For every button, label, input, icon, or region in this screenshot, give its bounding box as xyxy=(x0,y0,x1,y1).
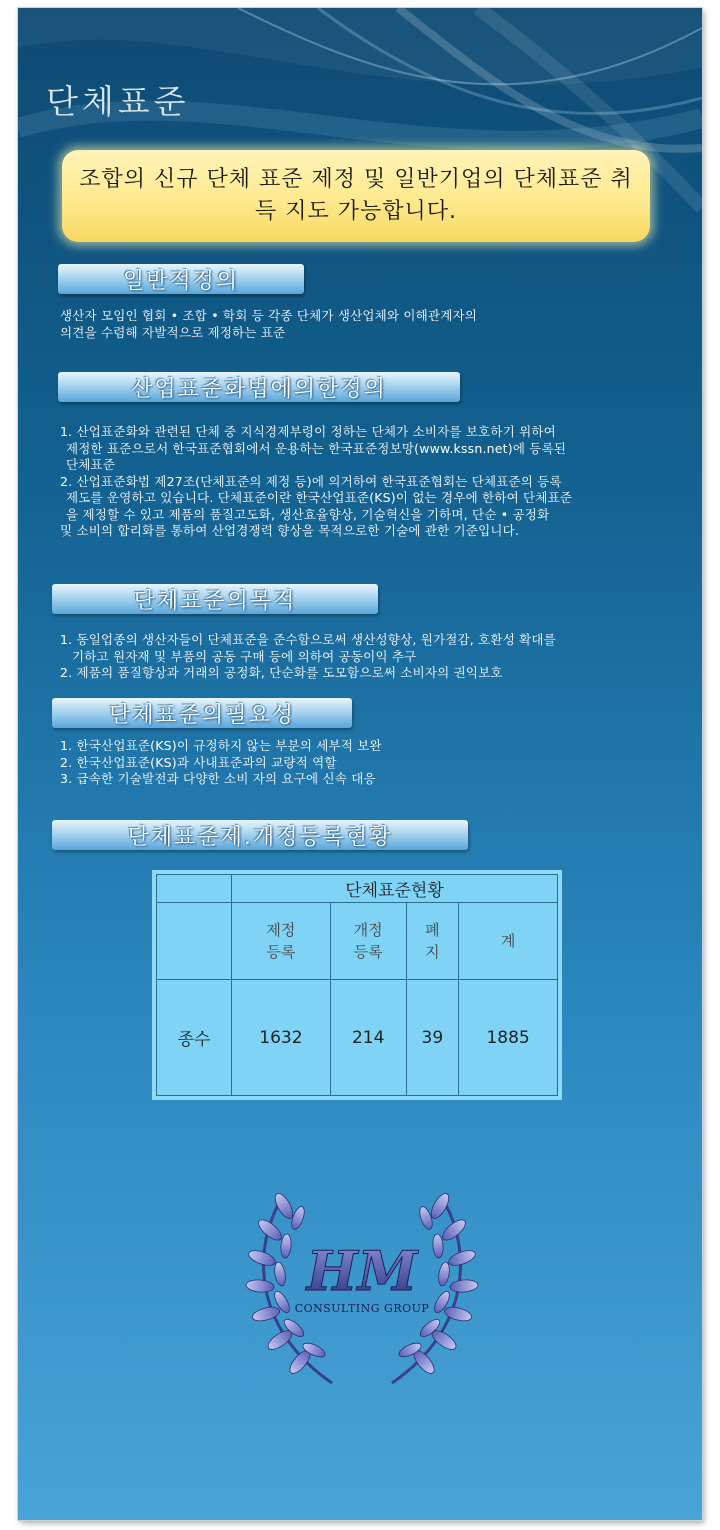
logo-mark: HM xyxy=(306,1239,418,1303)
section-header-necessity xyxy=(52,698,352,728)
table-corner-cell xyxy=(157,875,232,903)
definition-text xyxy=(60,308,680,341)
text-line: 기하고 원자재 및 부품의 공동 구매 등에 의하여 공동이익 추구 xyxy=(72,648,417,664)
law-text xyxy=(60,424,690,540)
section-header-law xyxy=(58,372,460,402)
text-line: 을 제정할 수 있고 제품의 품질고도화, 생산효율향상, 기술혁신을 기하며, 단순 • 공정화 xyxy=(66,506,550,522)
necessity-text xyxy=(60,738,680,788)
value-abolish: 39 xyxy=(406,980,459,1096)
section-title-definition: 일반적정의 xyxy=(122,268,240,294)
text-line: 의견을 수렴해 자발적으로 제정하는 표준 xyxy=(60,324,286,340)
text-line: 및 소비의 합리화를 통하여 산업경쟁력 향상을 목적으로한 기술에 관한 기준입니다. xyxy=(60,523,520,538)
section-title-law: 산업표준화법에의한정의 xyxy=(131,376,387,402)
notice-box xyxy=(62,150,650,242)
column-header-enact: 제정 등록 xyxy=(232,903,331,980)
text-line: 3. 급속한 기술발전과 다양한 소비 자의 요구에 신속 대응 xyxy=(60,771,376,786)
poster-frame xyxy=(18,8,702,1520)
text-line: 2. 한국산업표준(KS)과 사내표준과의 교량적 역할 xyxy=(60,754,337,770)
column-header-total: 계 xyxy=(459,903,558,980)
text-line: 단체표준 xyxy=(66,457,116,472)
section-header-definition xyxy=(58,264,304,294)
page-title: 단체표준 xyxy=(46,82,190,121)
text-line: 생산자 모임인 협회 • 조합 • 학회 등 각종 단체가 생산업체와 이해관계자의 xyxy=(60,308,478,323)
text-line: 2. 산업표준화법 제27조(단체표준의 제정 등)에 의거하여 한국표준협회는 단체표준의 등록 xyxy=(60,473,562,489)
table-corner-cell xyxy=(157,903,232,980)
value-revise: 214 xyxy=(330,980,406,1096)
row-label: 종수 xyxy=(157,980,232,1096)
column-header-revise: 개정 등록 xyxy=(330,903,406,980)
value-total: 1885 xyxy=(459,980,558,1096)
text-line: 2. 제품의 품질향상과 거래의 공정화, 단순화를 도모함으로써 소비자의 권익보호 xyxy=(60,665,503,680)
logo-subtitle: CONSULTING GROUP xyxy=(294,1302,430,1315)
text-line: 제정한 표준으로서 한국표준협회에서 운용하는 한국표준정보망(www.kssn.net)에 등록된 xyxy=(66,440,567,456)
text-line: 1. 산업표준화와 관련된 단체 중 지식경제부령이 정하는 단체가 소비자를 보호하기 위하여 xyxy=(60,424,556,439)
section-title-necessity: 단체표준의필요성 xyxy=(108,702,296,728)
text-line: 1. 한국산업표준(KS)이 규정하지 않는 부분의 세부적 보완 xyxy=(60,738,382,753)
section-header-purpose xyxy=(52,584,378,614)
purpose-text xyxy=(60,632,690,682)
notice-text: 조합의 신규 단체 표준 제정 및 일반기업의 단체표준 취득 지도 가능합니다. xyxy=(79,167,633,224)
status-table xyxy=(156,874,558,1096)
column-header-abolish: 폐 지 xyxy=(406,903,459,980)
text-line: 1. 동일업종의 생산자들이 단체표준을 준수함으로써 생산성향상, 원가절감, 호환성 확대를 xyxy=(60,632,556,647)
hm-consulting-logo xyxy=(242,1178,482,1408)
section-title-purpose: 단체표준의목적 xyxy=(133,588,297,614)
text-line: 제도를 운영하고 있습니다. 단체표준이란 한국산업표준(KS)이 없는 경우에 한하여 단체표준 xyxy=(66,490,573,505)
section-title-status: 단체표준제.개정등록현황 xyxy=(127,824,393,850)
table-title: 단체표준현황 xyxy=(232,875,558,903)
value-enact: 1632 xyxy=(232,980,331,1096)
section-header-status xyxy=(52,820,468,850)
